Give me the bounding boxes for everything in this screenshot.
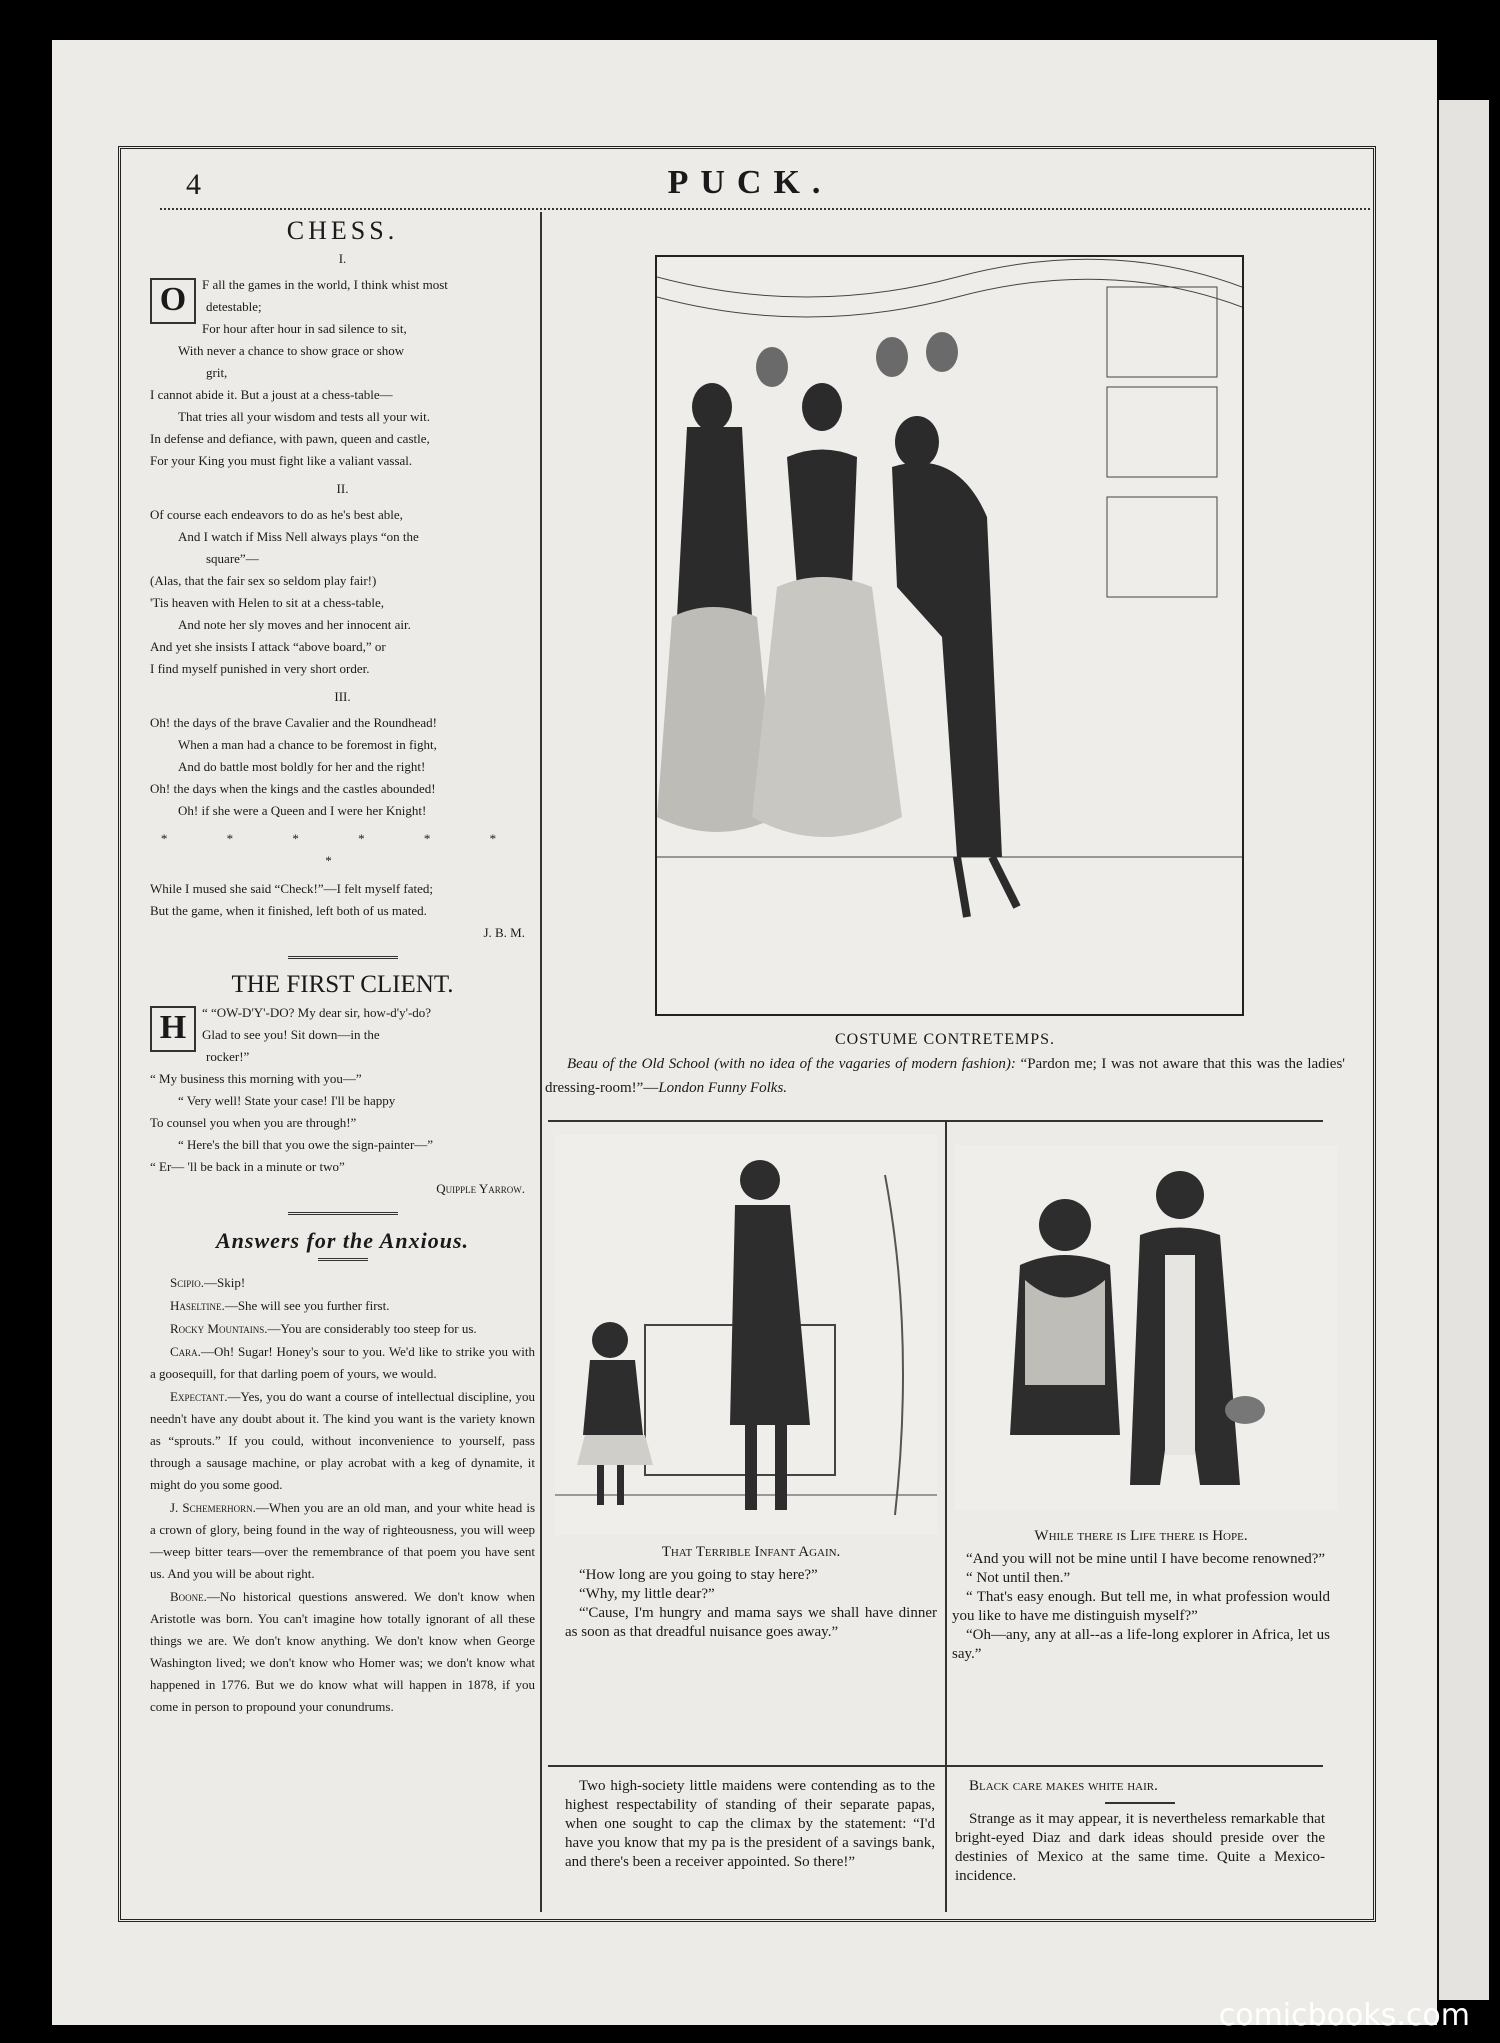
client-signature: Quipple Yarrow. [436,1181,525,1196]
stars-divider: * * * * * * * [160,831,525,868]
verse-line: Glad to see you! Sit down—in the [202,1027,380,1042]
page-number: 4 [186,168,201,201]
dialogue-line: “How long are you going to stay here?” [579,1567,818,1583]
chess-ending [150,878,535,922]
answer-name: Expectant. [170,1389,228,1404]
main-cartoon-title: COSTUME CONTRETEMPS. [834,1031,1056,1048]
verse-line: With never a chance to show grace or show [178,343,405,358]
answer-name: Scipio. [170,1275,204,1290]
verse-line: “ Er— 'll be back in a minute or two” [150,1159,345,1174]
verse-line: When a man had a chance to be foremost in fight, [178,737,437,752]
verse-line: (Alas, that the fair sex so seldom play fair!) [150,573,377,588]
stanza-number: II. [336,481,349,496]
answer-text: —No historical questions answered. We don't know when Aristotle was born. You can't imagine how totally ignorant of all these things we are. We don't know anything. We don't know when George Washington lived; we don't know who Homer was; we don't know what happened in 1776. But we do know what will happen in 1878, if you come in person to propound your conundrums. [150,1589,535,1714]
masthead-title: PUCK. [667,164,833,201]
answers-list [150,1272,535,1718]
terrible-infant-title: That Terrible Infant Again. [661,1544,841,1560]
maidens-paragraph [565,1777,935,1878]
answer-text: —Yes, you do want a course of intellectual discipline, you needn't have any doubt about it. The kind you want is the variety known as “sprouts.” If you could, without inconvenience to yourself, pass through a sausage machine, or play acrobat with a keg of dynamite, it might do you some good. [150,1389,535,1492]
life-hope-title: While there is Life there is Hope. [1034,1528,1248,1544]
answer-item [150,1341,535,1385]
terrible-infant-caption [565,1543,937,1642]
answer-item [150,1586,535,1718]
lower-column-rule [945,1122,947,1912]
verse-line: In defense and defiance, with pawn, queen and castle, [150,431,430,446]
answer-item [150,1318,535,1340]
verse-line: “ “OW-D'Y'-DO? My dear sir, how-d'y'-do? [202,1005,432,1020]
chess-title: CHESS. [286,216,399,245]
dialogue-line: “Oh—any, any at all--as a life-long explorer in Africa, let us say.” [952,1627,1330,1662]
life-hope-caption [952,1527,1330,1664]
answer-item [150,1386,535,1496]
black-care-paragraph [955,1777,1325,1892]
verse-line: grit, [206,365,228,380]
answer-name: Cara. [170,1344,201,1359]
verse-line: Oh! the days of the brave Cavalier and the Roundhead! [150,715,437,730]
verse-line: And yet she insists I attack “above board,” or [150,639,386,654]
verse-line: For hour after hour in sad silence to sit, [202,321,407,336]
answer-name: Haseltine. [170,1298,225,1313]
cartoon-divider [548,1120,1323,1122]
stanza-number: I. [338,251,347,266]
caption-quote: “Pardon me; I was not aware that this was the ladies' dressing-room!”— [545,1056,1346,1096]
infant-figures [555,1135,937,1535]
dialogue-line: “'Cause, I'm hungry and mama says we shall have dinner as soon as that dreadful nuisance goes away.” [565,1605,937,1640]
answer-text: —Skip! [203,1275,246,1290]
section-separator [288,956,398,962]
answer-name: Boone. [170,1589,207,1604]
verse-line: For your King you must fight like a valiant vassal. [150,453,413,468]
column-rule [540,212,542,1912]
verse-line: F all the games in the world, I think whist most [202,277,448,292]
maidens-text: Two high-society little maidens were contending as to the highest respectability of standing of their separate papas, when one sought to cap the climax by the statement: “I'd have you know that my pa is the president of a savings bank, and there's been a receiver appointed. So there!” [565,1778,935,1870]
answer-name: J. Schemerhorn. [170,1500,256,1515]
verse-line: While I mused she said “Check!”—I felt myself fated; [150,881,434,896]
caption-italic: Beau of the Old School (with no idea of the vagaries of modern fashion): [567,1056,1016,1072]
client-title: THE FIRST CLIENT. [231,971,454,998]
verse-line: 'Tis heaven with Helen to sit at a chess-table, [150,595,385,610]
couple-figures [955,1145,1337,1510]
client-dropcap: H [150,1006,196,1052]
chess-stanza-2 [150,504,535,680]
verse-line: “ Very well! State your case! I'll be happy [178,1093,396,1108]
verse-line: Oh! the days when the kings and the castles abounded! [150,781,436,796]
watermark: comicbooks.com [1218,1998,1470,2033]
engraving-figures [657,257,1242,1014]
answers-title: Answers for the Anxious. [215,1228,470,1253]
chess-stanza-3 [150,712,535,822]
verse-line: Oh! if she were a Queen and I were her Knight! [178,803,427,818]
black-care-line: Black care makes white hair. [969,1778,1158,1794]
section-separator [288,1212,398,1218]
chess-signature: J. B. M. [483,925,525,940]
left-column [150,218,535,1719]
verse-line: But the game, when it finished, left both of us mated. [150,903,427,918]
verse-line: And note her sly moves and her innocent air. [178,617,411,632]
verse-line: And do battle most boldly for her and the right! [178,759,426,774]
terrible-infant-illustration [555,1135,937,1535]
verse-line: detestable; [206,299,262,314]
answer-text: —You are considerably too steep for us. [267,1321,477,1336]
answer-text: —Oh! Sugar! Honey's sour to you. We'd like to strike you with a goosequill, for that darling poem of yours, we would. [150,1344,535,1381]
main-cartoon-caption [545,1028,1345,1100]
next-page-edge [1437,100,1489,2000]
dialogue-line: “ Not until then.” [966,1570,1071,1586]
dialogue-line: “ That's easy enough. But tell me, in what profession would you like to have me distinguish myself?” [952,1589,1330,1624]
short-rule [318,1258,368,1264]
main-cartoon-text [545,1052,1345,1100]
strange-text [955,1810,1325,1886]
answer-name: Rocky Mountains. [170,1321,268,1336]
answer-item [150,1497,535,1585]
black-care-text [955,1777,1325,1796]
answer-text: —When you are an old man, and your white head is a crown of glory, being found in the way of righteousness, you will weep—weep bitter tears—over the remembrance of that poem you have sent us. And you will be about right. [150,1500,535,1581]
header-rule [160,208,1370,210]
client-poem [150,1002,535,1178]
verse-line: And I watch if Miss Nell always plays “on the [178,529,419,544]
verse-line: That tries all your wisdom and tests all your wit. [178,409,431,424]
chess-stanza-1 [150,274,535,472]
verse-line: To counsel you when you are through!” [150,1115,357,1130]
answer-item [150,1272,535,1294]
bottom-divider [548,1765,1323,1767]
costume-contretemps-illustration [655,255,1244,1016]
short-rule [1105,1802,1175,1804]
verse-line: Of course each endeavors to do as he's best able, [150,507,403,522]
caption-source: London Funny Folks. [658,1080,788,1096]
dialogue-line: “And you will not be mine until I have become renowned?” [966,1551,1326,1567]
verse-line: “ My business this morning with you—” [150,1071,362,1086]
answer-text: —She will see you further first. [224,1298,390,1313]
verse-line: square”— [206,551,259,566]
verse-line: “ Here's the bill that you owe the sign-painter—” [178,1137,434,1152]
chess-dropcap: O [150,278,196,324]
verse-line: I find myself punished in very short order. [150,661,370,676]
stanza-number: III. [334,689,351,704]
strange-line: Strange as it may appear, it is nevertheless remarkable that bright-eyed Diaz and dark ideas should preside over the destinies of Mexico at the same time. Quite a Mexico-incidence. [955,1811,1325,1884]
answer-item [150,1295,535,1317]
verse-line: I cannot abide it. But a joust at a chess-table— [150,387,393,402]
life-hope-illustration [955,1145,1337,1510]
verse-line: rocker!” [206,1049,250,1064]
dialogue-line: “Why, my little dear?” [579,1586,715,1602]
